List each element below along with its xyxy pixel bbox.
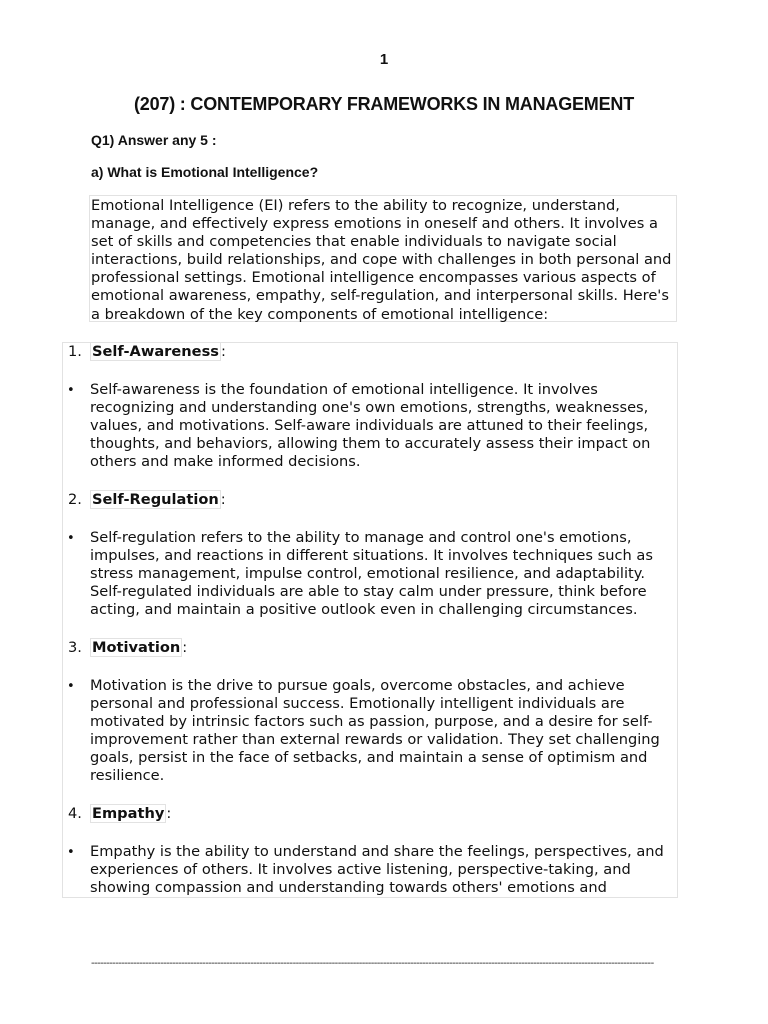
component-description: Self-regulation refers to the ability to manage and control one's emotions, impulses, and reactions in different situations. It involves techniques such as stress management, impulse control, emotional resilience, and adaptability. Self-regulated individuals are able to stay calm under pressure, think before acting, and maintain a positive outlook even in challenging circumstances. (90, 529, 653, 619)
bullet-marker: • (67, 679, 75, 694)
component-suffix: : (220, 491, 226, 508)
bullet-marker: • (67, 845, 75, 860)
question-sub-heading: a) What is Emotional Intelligence? (91, 164, 319, 180)
page-number: 1 (379, 51, 389, 68)
component-term: Self-Regulation (92, 491, 219, 508)
components-list (62, 342, 678, 898)
component-suffix: : (220, 343, 226, 360)
component-heading (90, 491, 226, 508)
page-title: (207) : CONTEMPORARY FRAMEWORKS IN MANAGEMENT (133, 94, 634, 114)
list-item-number: 1. (68, 343, 82, 360)
component-description: Empathy is the ability to understand and share the feelings, perspectives, and experiences of others. It involves active listening, perspective-taking, and showing compassion and understanding towards others' emotions and (90, 843, 664, 897)
list-item-number: 2. (68, 491, 82, 508)
bullet-marker: • (67, 531, 75, 546)
component-heading (90, 343, 226, 360)
component-term: Motivation (92, 639, 181, 656)
question-heading: Q1) Answer any 5 : (91, 132, 217, 148)
list-item-number: 3. (68, 639, 82, 656)
component-suffix: : (182, 639, 188, 656)
component-term: Empathy (92, 805, 165, 822)
list-item-number: 4. (68, 805, 82, 822)
bullet-marker: • (67, 383, 75, 398)
component-heading (90, 639, 187, 656)
footer-separator: ------------------------------------------------------------------------------------------------------------------------------------------------------------------------------------------- (91, 958, 654, 969)
component-term: Self-Awareness (92, 343, 219, 360)
component-suffix: : (166, 805, 172, 822)
component-description: Self-awareness is the foundation of emotional intelligence. It involves recognizing and understanding one's own emotions, strengths, weaknesses, values, and motivations. Self-aware individuals are attuned to their feelings, thoughts, and behaviors, allowing them to accurately assess their impact on others and make informed decisions. (90, 381, 651, 471)
component-heading (90, 805, 171, 822)
component-description: Motivation is the drive to pursue goals, overcome obstacles, and achieve personal and professional success. Emotionally intelligent individuals are motivated by intrinsic factors such as passion, purpose, and a desire for self-improvement rather than external rewards or validation. They set challenging goals, persist in the face of setbacks, and maintain a sense of optimism and resilience. (90, 677, 660, 785)
intro-paragraph: Emotional Intelligence (EI) refers to the ability to recognize, understand, manage, and effectively express emotions in oneself and others. It involves a set of skills and competencies that enable individuals to navigate social interactions, build relationships, and cope with challenges in both personal and professional settings. Emotional intelligence encompasses various aspects of emotional awareness, empathy, self-regulation, and interpersonal skills. Here's a breakdown of the key components of emotional intelligence: (89, 195, 677, 322)
